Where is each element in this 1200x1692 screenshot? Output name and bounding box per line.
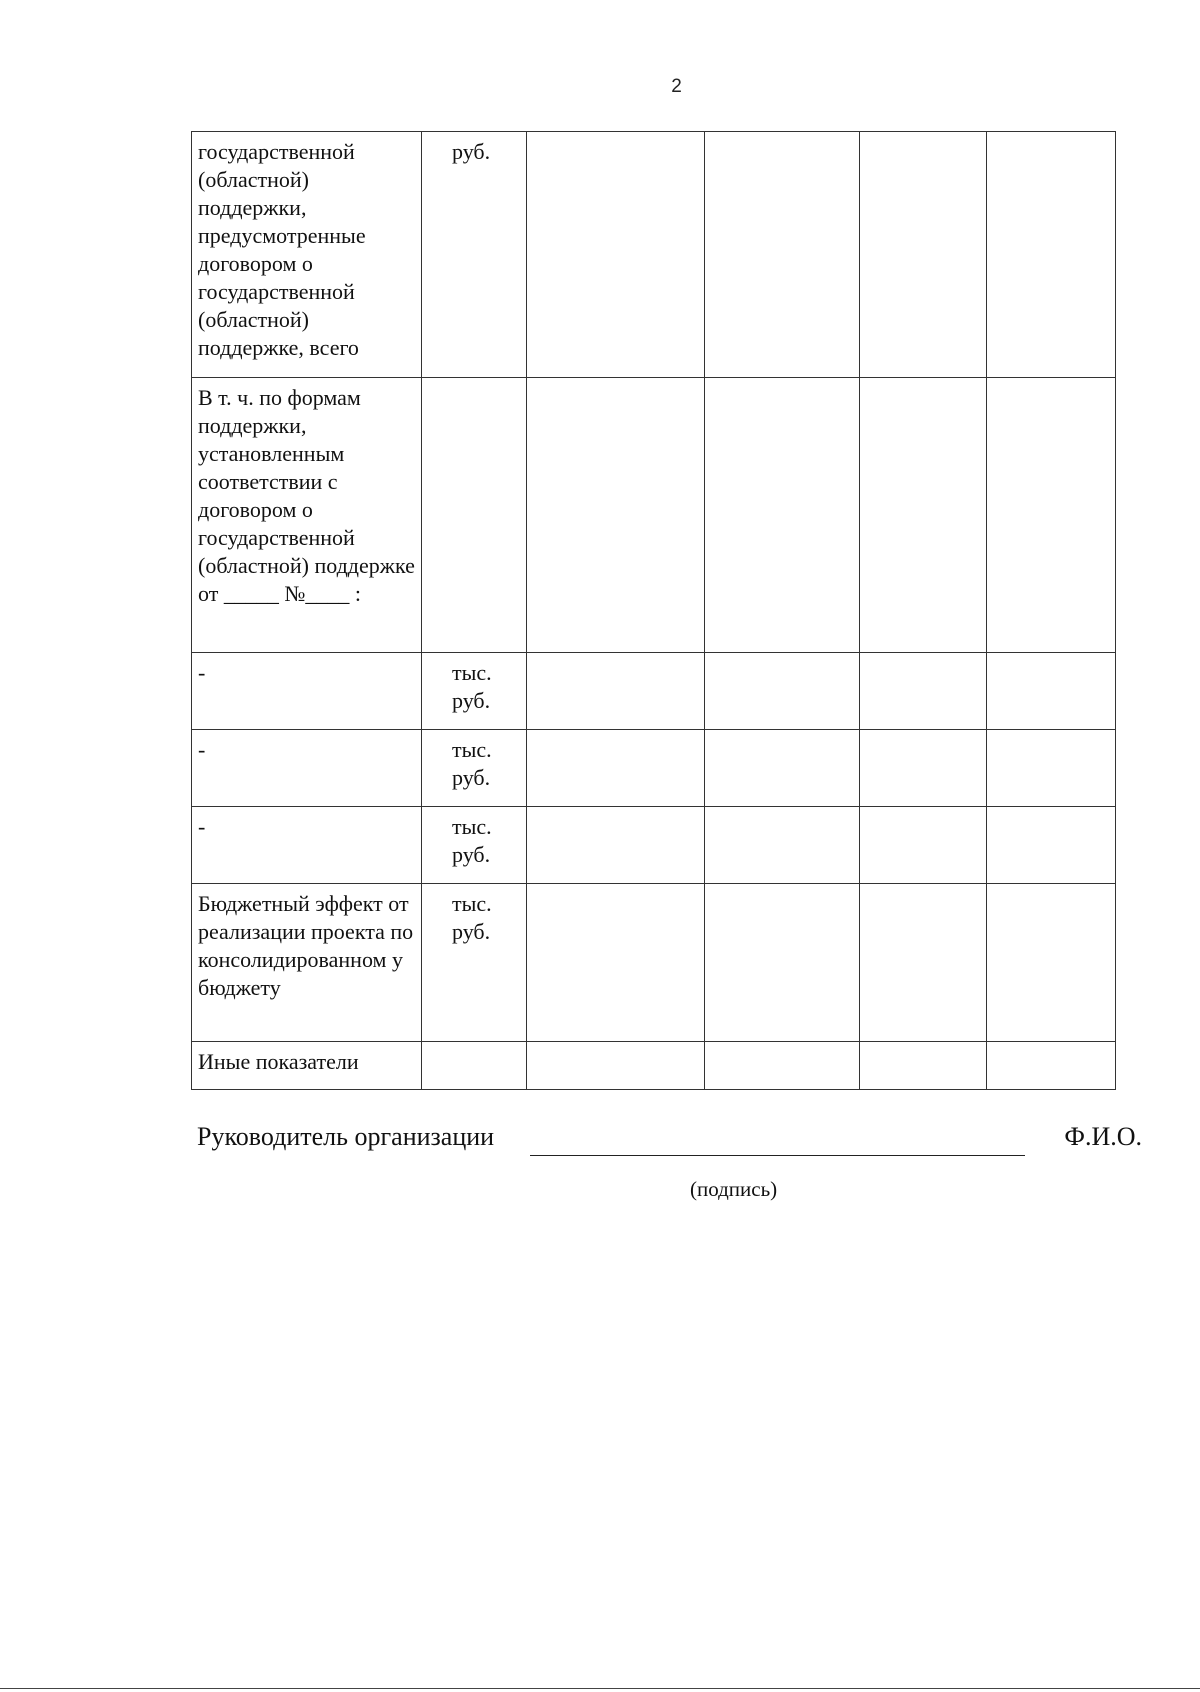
value-cell [860,807,987,884]
value-cell [705,378,860,653]
row-label: - [192,807,422,884]
value-cell [987,1042,1116,1090]
value-cell [527,653,705,730]
row-unit: тыс. руб. [422,884,527,1042]
row-unit: тыс. руб. [422,653,527,730]
value-cell [860,378,987,653]
value-cell [987,378,1116,653]
value-cell [860,1042,987,1090]
value-cell [705,730,860,807]
page-number: 2 [671,76,682,97]
signature-line [530,1155,1025,1156]
value-cell [527,807,705,884]
value-cell [987,653,1116,730]
page-bottom-rule [0,1688,1200,1689]
value-cell [860,730,987,807]
table-row [192,132,1116,378]
value-cell [527,132,705,378]
signer-name: Ф.И.О. [1064,1122,1142,1151]
row-unit: руб. [422,132,527,378]
table-row [192,807,1116,884]
row-unit [422,1042,527,1090]
row-unit: тыс. руб. [422,807,527,884]
value-cell [987,884,1116,1042]
value-cell [705,132,860,378]
value-cell [527,378,705,653]
value-cell [860,132,987,378]
value-cell [987,807,1116,884]
value-cell [527,730,705,807]
value-cell [705,653,860,730]
value-cell [527,1042,705,1090]
value-cell [987,730,1116,807]
value-cell [860,884,987,1042]
value-cell [987,132,1116,378]
row-label: - [192,653,422,730]
signature-row [197,1122,1142,1162]
row-unit [422,378,527,653]
table-row [192,884,1116,1042]
indicators-table [191,131,1116,1090]
signature-label: Руководитель организации [197,1122,495,1151]
table-row [192,378,1116,653]
value-cell [705,1042,860,1090]
row-unit: тыс. руб. [422,730,527,807]
table-row [192,1042,1116,1090]
value-cell [705,884,860,1042]
row-label: Иные показатели [192,1042,422,1090]
row-label: государственной (областной) поддержки, предусмотренные договором о государственной (областной) поддержке, всего [192,132,422,378]
value-cell [860,653,987,730]
table-row [192,653,1116,730]
table-row [192,730,1116,807]
value-cell [705,807,860,884]
row-label: В т. ч. по формам поддержки, установленным соответствии с договором о государственной (областной) поддержке от _____ №____ : [192,378,422,653]
row-label: Бюджетный эффект от реализации проекта по консолидированном у бюджету [192,884,422,1042]
signature-caption: (подпись) [690,1177,778,1201]
row-label: - [192,730,422,807]
value-cell [527,884,705,1042]
